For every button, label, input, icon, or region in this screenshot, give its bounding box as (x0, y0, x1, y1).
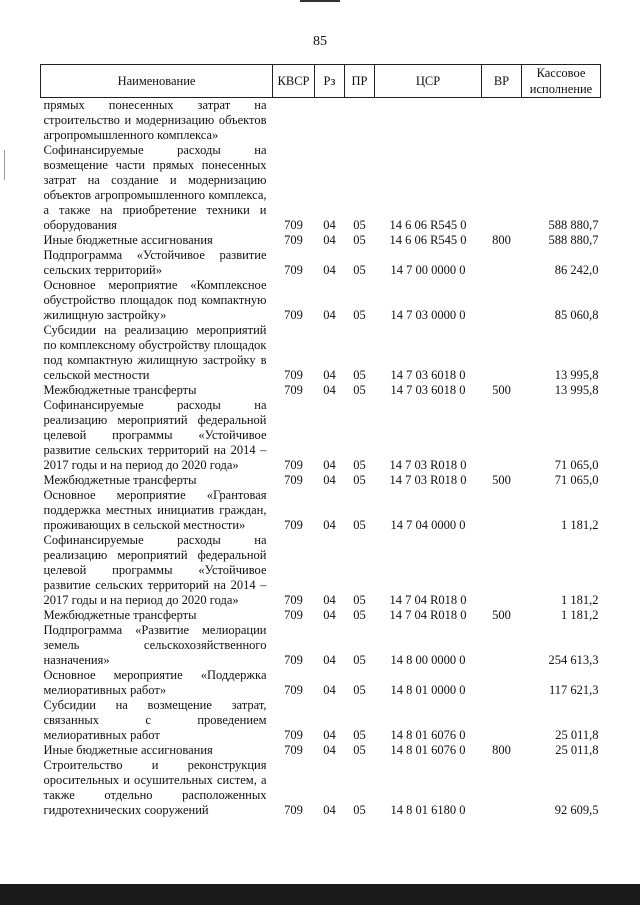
header-kvsr: КВСР (273, 65, 315, 98)
cell-kassa: 71 065,0 (554, 473, 599, 487)
cell-vr (482, 623, 522, 668)
table-row (41, 98, 601, 144)
cell-vr: 800 (492, 743, 511, 757)
cell-csr: 14 8 01 6076 0 (390, 743, 466, 757)
cell-csr: 14 7 03 R018 0 (389, 458, 467, 472)
cell-csr: 14 7 04 0000 0 (390, 518, 466, 532)
cell-name: Подпрограмма «Устойчивое развитие сельских территорий» (43, 248, 267, 277)
cell-name: Иные бюджетные ассигнования (43, 233, 213, 247)
cell-rz: 04 (323, 683, 336, 697)
cell-csr: 14 7 03 0000 0 (390, 308, 466, 322)
cell-name: Софинансируемые расходы на возмещение части прямых понесенных затрат на создание и модернизацию объектов агропромышленного комплекса, а также на приобретение техники и оборудования (43, 143, 267, 232)
cell-name: Софинансируемые расходы на реализацию мероприятий федеральной целевой программы «Устойчивое развитие сельских территорий на 2014 – 2017 годы и на период до 2020 года» (43, 398, 267, 472)
cell-vr (482, 398, 522, 473)
cell-kvsr: 709 (284, 383, 303, 397)
cell-vr (482, 668, 522, 698)
cell-kassa: 1 181,2 (561, 608, 599, 622)
cell-kvsr: 709 (284, 458, 303, 472)
scan-bottom-border (0, 884, 640, 905)
cell-kassa: 25 011,8 (555, 743, 599, 757)
cell-pr: 05 (353, 683, 366, 697)
cell-csr: 14 7 04 R018 0 (389, 593, 467, 607)
cell-kassa: 254 613,3 (548, 653, 599, 667)
cell-csr: 14 6 06 R545 0 (389, 218, 467, 232)
cell-name: Основное мероприятие «Комплексное обустройство площадок под компактную жилищную застройку» (43, 278, 267, 322)
cell-kassa: 85 060,8 (554, 308, 599, 322)
cell-pr: 05 (353, 518, 366, 532)
cell-kassa (522, 98, 601, 144)
cell-csr: 14 7 03 R018 0 (389, 473, 467, 487)
table-row (41, 698, 601, 743)
cell-name: Подпрограмма «Развитие мелиорации земель сельскохозяйственного назначения» (43, 623, 267, 667)
cell-pr: 05 (353, 473, 366, 487)
cell-kvsr: 709 (284, 473, 303, 487)
cell-vr (482, 143, 522, 233)
cell-kvsr: 709 (284, 233, 303, 247)
cell-name: Межбюджетные трансферты (43, 383, 197, 397)
table-row (41, 473, 601, 488)
cell-pr: 05 (353, 383, 366, 397)
header-rz: Рз (315, 65, 345, 98)
cell-kvsr: 709 (284, 263, 303, 277)
cell-kvsr: 709 (284, 728, 303, 742)
table-row (41, 233, 601, 248)
cell-vr: 500 (492, 608, 511, 622)
table-row (41, 488, 601, 533)
cell-pr: 05 (353, 803, 366, 817)
cell-rz: 04 (323, 803, 336, 817)
cell-pr: 05 (353, 593, 366, 607)
cell-kvsr: 709 (284, 518, 303, 532)
cell-rz (315, 98, 345, 144)
cell-csr: 14 8 01 6180 0 (390, 803, 466, 817)
cell-kvsr: 709 (284, 218, 303, 232)
table-row (41, 743, 601, 758)
cell-rz: 04 (323, 728, 336, 742)
cell-csr: 14 8 01 6076 0 (390, 728, 466, 742)
cell-rz: 04 (323, 458, 336, 472)
cell-pr: 05 (353, 308, 366, 322)
cell-pr: 05 (353, 458, 366, 472)
cell-name: Субсидии на реализацию мероприятий по комплексному обустройству площадок под компактную жилищную застройку в сельской местности (43, 323, 267, 382)
cell-pr: 05 (353, 728, 366, 742)
cell-kassa: 1 181,2 (561, 593, 599, 607)
cell-pr: 05 (353, 368, 366, 382)
cell-csr: 14 8 01 0000 0 (390, 683, 466, 697)
cell-pr (345, 98, 375, 144)
cell-csr: 14 7 00 0000 0 (390, 263, 466, 277)
scan-mark-top (300, 0, 340, 2)
table-row (41, 533, 601, 608)
cell-pr: 05 (353, 743, 366, 757)
cell-kassa: 117 621,3 (548, 683, 599, 697)
cell-kassa: 588 880,7 (548, 233, 599, 247)
cell-kassa: 13 995,8 (554, 368, 599, 382)
cell-rz: 04 (323, 383, 336, 397)
cell-kassa: 588 880,7 (548, 218, 599, 232)
cell-rz: 04 (323, 518, 336, 532)
cell-vr: 800 (492, 233, 511, 247)
table-row (41, 383, 601, 398)
cell-rz: 04 (323, 218, 336, 232)
cell-name: Межбюджетные трансферты (43, 473, 197, 487)
header-kassa: Кассовое исполнение (522, 65, 601, 98)
cell-vr (482, 698, 522, 743)
cell-vr (482, 98, 522, 144)
cell-pr: 05 (353, 218, 366, 232)
table-row (41, 608, 601, 623)
cell-kvsr: 709 (284, 368, 303, 382)
cell-name: Основное мероприятие «Грантовая поддержка местных инициатив граждан, проживающих в сельской местности» (43, 488, 267, 532)
cell-vr: 500 (492, 383, 511, 397)
cell-kvsr (273, 98, 315, 144)
cell-rz: 04 (323, 263, 336, 277)
cell-rz: 04 (323, 368, 336, 382)
cell-csr (375, 98, 482, 144)
cell-vr (482, 323, 522, 383)
cell-rz: 04 (323, 308, 336, 322)
cell-rz: 04 (323, 653, 336, 667)
cell-csr: 14 7 04 R018 0 (389, 608, 467, 622)
cell-csr: 14 7 03 6018 0 (390, 383, 466, 397)
cell-name: Основное мероприятие «Поддержка мелиоративных работ» (43, 668, 267, 697)
table-row (41, 758, 601, 818)
cell-vr: 500 (492, 473, 511, 487)
page-number: 85 (313, 34, 327, 49)
table-row (41, 248, 601, 278)
cell-rz: 04 (323, 593, 336, 607)
cell-kvsr: 709 (284, 683, 303, 697)
table-row (41, 323, 601, 383)
table-header-row (41, 65, 601, 98)
cell-name: Иные бюджетные ассигнования (43, 743, 213, 757)
header-name: Наименование (41, 65, 273, 98)
scan-mark-left (4, 150, 5, 180)
cell-kvsr: 709 (284, 308, 303, 322)
cell-pr: 05 (353, 653, 366, 667)
cell-vr (482, 758, 522, 818)
cell-pr: 05 (353, 263, 366, 277)
cell-kvsr: 709 (284, 743, 303, 757)
cell-kassa: 92 609,5 (554, 803, 599, 817)
cell-name: Строительство и реконструкция оросительных и осушительных систем, а также отдельно расположенных гидротехнических сооружений (43, 758, 267, 817)
cell-name: прямых понесенных затрат на строительство и модернизацию объектов агропромышленного комплекса» (43, 98, 267, 142)
cell-vr (482, 533, 522, 608)
cell-rz: 04 (323, 608, 336, 622)
cell-csr: 14 6 06 R545 0 (389, 233, 467, 247)
cell-rz: 04 (323, 233, 336, 247)
cell-name: Софинансируемые расходы на реализацию мероприятий федеральной целевой программы «Устойчивое развитие сельских территорий на 2014 – 2017 годы и на период до 2020 года» (43, 533, 267, 607)
cell-kvsr: 709 (284, 608, 303, 622)
cell-name: Межбюджетные трансферты (43, 608, 197, 622)
cell-pr: 05 (353, 608, 366, 622)
table-row (41, 623, 601, 668)
header-csr: ЦСР (375, 65, 482, 98)
cell-kvsr: 709 (284, 593, 303, 607)
cell-kassa: 86 242,0 (554, 263, 599, 277)
cell-rz: 04 (323, 473, 336, 487)
table-row (41, 143, 601, 233)
cell-csr: 14 8 00 0000 0 (390, 653, 466, 667)
cell-csr: 14 7 03 6018 0 (390, 368, 466, 382)
cell-kassa: 71 065,0 (554, 458, 599, 472)
cell-kvsr: 709 (284, 803, 303, 817)
header-vr: ВР (482, 65, 522, 98)
cell-kassa: 13 995,8 (554, 383, 599, 397)
budget-table (40, 64, 601, 818)
header-pr: ПР (345, 65, 375, 98)
cell-vr (482, 248, 522, 278)
cell-rz: 04 (323, 743, 336, 757)
table-row (41, 398, 601, 473)
cell-kassa: 25 011,8 (555, 728, 599, 742)
cell-name: Субсидии на возмещение затрат, связанных с проведением мелиоративных работ (43, 698, 267, 742)
table-row (41, 278, 601, 323)
cell-kvsr: 709 (284, 653, 303, 667)
cell-kassa: 1 181,2 (561, 518, 599, 532)
table-body (41, 98, 601, 819)
cell-vr (482, 278, 522, 323)
cell-pr: 05 (353, 233, 366, 247)
table-row (41, 668, 601, 698)
cell-vr (482, 488, 522, 533)
